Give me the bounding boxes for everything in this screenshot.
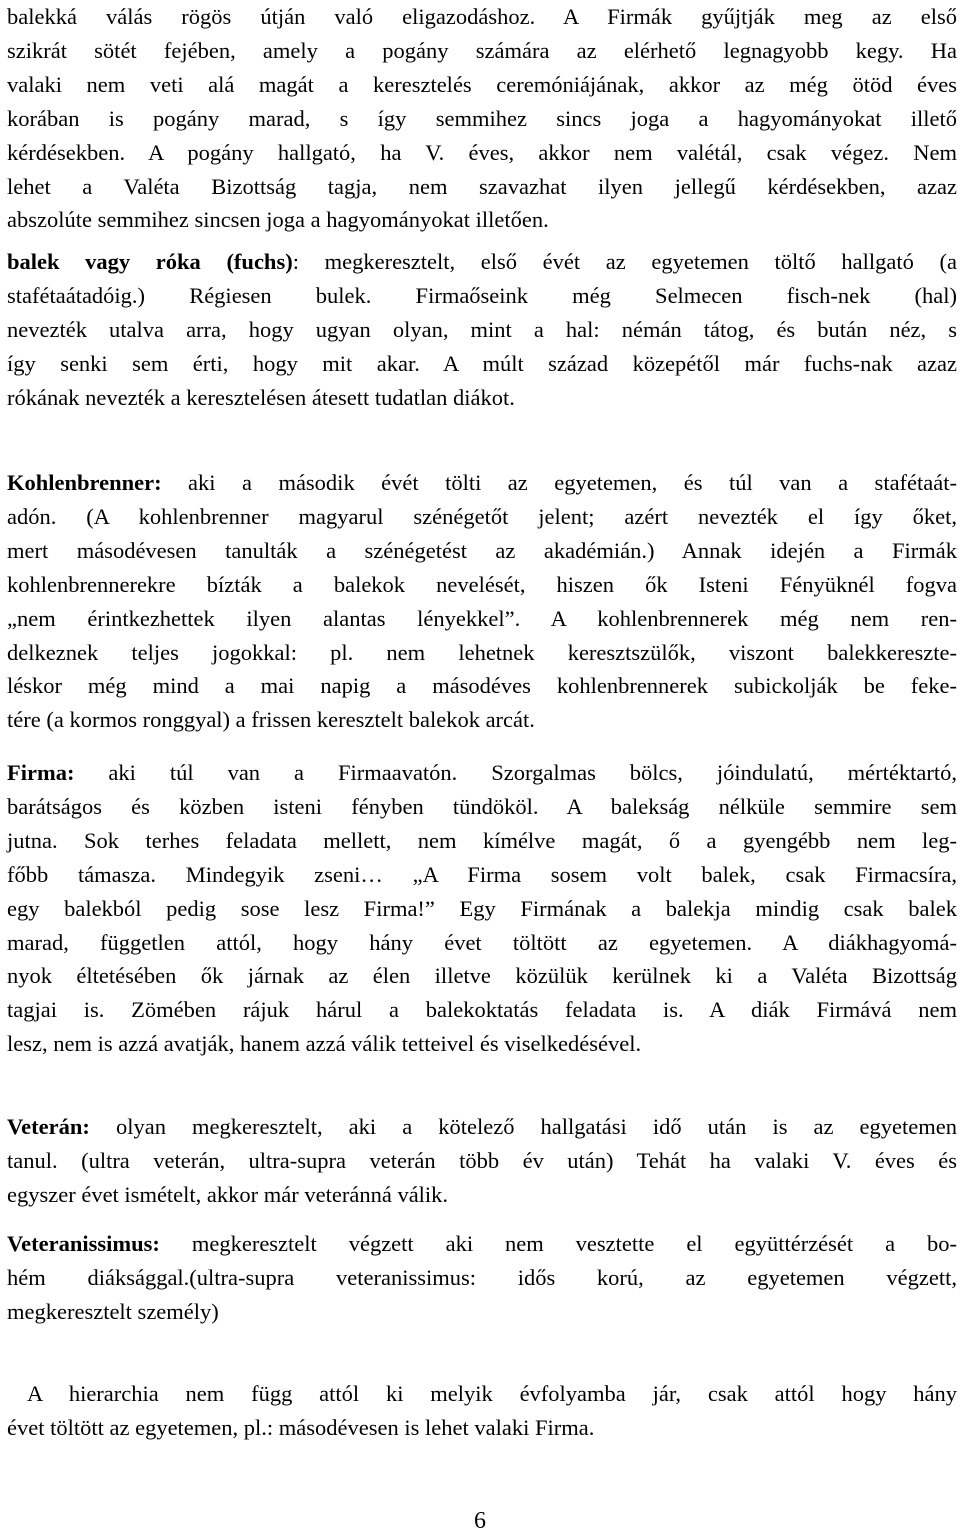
text-segment: tanul. (ultra veterán, ultra-supra veterán több év után) Tehát ha valaki V. éves és bbox=[7, 1147, 957, 1173]
text-line bbox=[7, 959, 957, 993]
text-segment: kohlenbrennerekre bízták a balekok nevelését, hiszen ők Isteni Fényüknél fogva bbox=[7, 571, 957, 597]
text-line bbox=[7, 568, 957, 602]
text-line bbox=[7, 1377, 957, 1411]
text-segment: aki túl van a Firmaavatón. Szorgalmas bölcs, jóindulatú, mértéktartó, bbox=[74, 760, 957, 785]
text-segment: kérdésekben. A pogány hallgató, ha V. éves, akkor nem valétál, csak végez. Nem bbox=[7, 139, 957, 165]
text-segment: barátságos és közben isteni fényben tündököl. A balekság nélküle semmire sem bbox=[7, 793, 957, 819]
term-heading: Veterán: bbox=[7, 1114, 90, 1139]
text-line bbox=[7, 1027, 957, 1061]
term-heading: Kohlenbrenner: bbox=[7, 470, 162, 495]
text-line bbox=[7, 245, 957, 279]
text-line bbox=[7, 279, 957, 313]
text-line bbox=[7, 602, 957, 636]
text-line bbox=[7, 500, 957, 534]
text-line bbox=[7, 381, 957, 415]
term-heading: Veteranissimus: bbox=[7, 1231, 160, 1256]
text-line bbox=[7, 170, 957, 204]
text-segment: A hierarchia nem függ attól ki melyik évfolyamba jár, csak attól hogy hány bbox=[27, 1381, 957, 1406]
text-segment: szikrát sötét fejében, amely a pogány számára az elérhető legnagyobb kegy. Ha bbox=[7, 37, 957, 63]
text-segment: valaki nem veti alá magát a keresztelés ceremóniájának, akkor az még ötöd éves bbox=[7, 71, 957, 97]
text-segment: nevezték utalva arra, hogy ugyan olyan, mint a hal: némán tátog, és bután néz, s bbox=[7, 316, 957, 342]
text-line bbox=[7, 892, 957, 926]
text-line bbox=[7, 1110, 957, 1144]
text-segment: abszolúte semmihez sincsen joga a hagyományokat illetően. bbox=[7, 207, 549, 233]
text-line bbox=[7, 203, 957, 237]
text-segment: tagjai is. Zömében rájuk hárul a balekoktatás feladata is. A diák Firmává nem bbox=[7, 997, 957, 1023]
text-segment: hém diáksággal.(ultra-supra veteranissimus: idős korú, az egyetemen végzett, bbox=[7, 1264, 957, 1290]
text-segment: lesz, nem is azzá avatják, hanem azzá válik tetteivel és viselkedésével. bbox=[7, 1031, 642, 1057]
text-segment: rókának nevezték a keresztelésen átesett tudatlan diákot. bbox=[7, 384, 515, 410]
text-segment: lehet a Valéta Bizottság tagja, nem szavazhat ilyen jellegű kérdésekben, azaz bbox=[7, 173, 957, 199]
text-line bbox=[7, 0, 957, 34]
text-segment: egyszer évet ismételt, akkor már veteránná válik. bbox=[7, 1181, 449, 1207]
text-segment: balekká válás rögös útján való eligazodáshoz. A Firmák gyűjtják meg az első bbox=[7, 4, 957, 29]
text-line bbox=[7, 1144, 957, 1178]
text-line bbox=[7, 102, 957, 136]
text-line bbox=[7, 669, 957, 703]
text-segment: stafétaátadóig.) Régiesen bulek. Firmaőseink még Selmecen fisch-nek (hal) bbox=[7, 282, 957, 308]
text-line bbox=[7, 34, 957, 68]
page-number: 6 bbox=[474, 1508, 486, 1534]
term-heading: Firma: bbox=[7, 760, 75, 785]
text-segment: aki a második évét tölti az egyetemen, és túl van a stafétaát- bbox=[161, 470, 957, 495]
text-segment: delkeznek teljes jogokkal: pl. nem lehetnek keresztszülők, viszont balekkereszte- bbox=[7, 639, 957, 665]
text-segment: adón. (A kohlenbrenner magyarul szénégetőt jelent; azért nevezték el így őket, bbox=[7, 503, 957, 529]
text-line bbox=[7, 1261, 957, 1295]
text-line bbox=[7, 824, 957, 858]
text-segment: olyan megkeresztelt, aki a kötelező hallgatási idő után is az egyetemen bbox=[89, 1114, 957, 1139]
text-line bbox=[7, 313, 957, 347]
text-segment: így senki sem érti, hogy mit akar. A múlt század közepétől már fuchs-nak azaz bbox=[7, 350, 957, 376]
text-segment: egy balekból pedig sose lesz Firma!” Egy Firmának a balekja mindig csak balek bbox=[7, 895, 957, 921]
text-line bbox=[7, 1295, 957, 1329]
text-line bbox=[7, 790, 957, 824]
text-line bbox=[7, 347, 957, 381]
text-segment: marad, független attól, hogy hány évet töltött az egyetemen. A diákhagyomá- bbox=[7, 929, 957, 955]
text-segment: nyok éltetésében ők járnak az élen illetve közülük kerülnek ki a Valéta Bizottság bbox=[7, 963, 957, 989]
text-line bbox=[7, 1178, 957, 1212]
term-heading: balek vagy róka (fuchs) bbox=[7, 249, 293, 274]
text-segment: megkeresztelt személy) bbox=[7, 1298, 219, 1324]
text-line bbox=[7, 926, 957, 960]
text-segment: : megkeresztelt, első évét az egyetemen töltő hallgató (a bbox=[292, 249, 958, 274]
text-line bbox=[7, 858, 957, 892]
text-line bbox=[7, 993, 957, 1027]
text-segment: tére (a kormos ronggyal) a frissen keresztelt balekok arcát. bbox=[7, 707, 535, 733]
text-segment: jutna. Sok terhes feladata mellett, nem kímélve magát, ő a gyengébb nem leg- bbox=[7, 827, 957, 853]
text-line bbox=[7, 636, 957, 670]
text-segment: korában is pogány marad, s így semmihez sincs joga a hagyományokat illető bbox=[7, 105, 957, 131]
text-segment: megkeresztelt végzett aki nem vesztette el együttérzését a bo- bbox=[159, 1231, 957, 1256]
text-line bbox=[7, 1411, 957, 1445]
text-segment: főbb támasza. Mindegyik zseni… „A Firma sosem volt balek, csak Firmacsíra, bbox=[7, 861, 957, 887]
text-line bbox=[7, 703, 957, 737]
text-line bbox=[7, 136, 957, 170]
text-line bbox=[7, 756, 957, 790]
text-segment: évet töltött az egyetemen, pl.: másodévesen is lehet valaki Firma. bbox=[7, 1414, 595, 1440]
text-segment: „nem érintkezhettek ilyen alantas lényekkel”. A kohlenbrennerek még nem ren- bbox=[7, 605, 957, 631]
text-line bbox=[7, 466, 957, 500]
text-line bbox=[7, 1227, 957, 1261]
text-segment: léskor még mind a mai napig a másodéves kohlenbrennerek subickolják be feke- bbox=[7, 673, 957, 699]
text-line bbox=[7, 534, 957, 568]
text-line bbox=[7, 68, 957, 102]
text-segment: mert másodévesen tanulták a szénégetést az akadémián.) Annak idején a Firmák bbox=[7, 537, 957, 563]
